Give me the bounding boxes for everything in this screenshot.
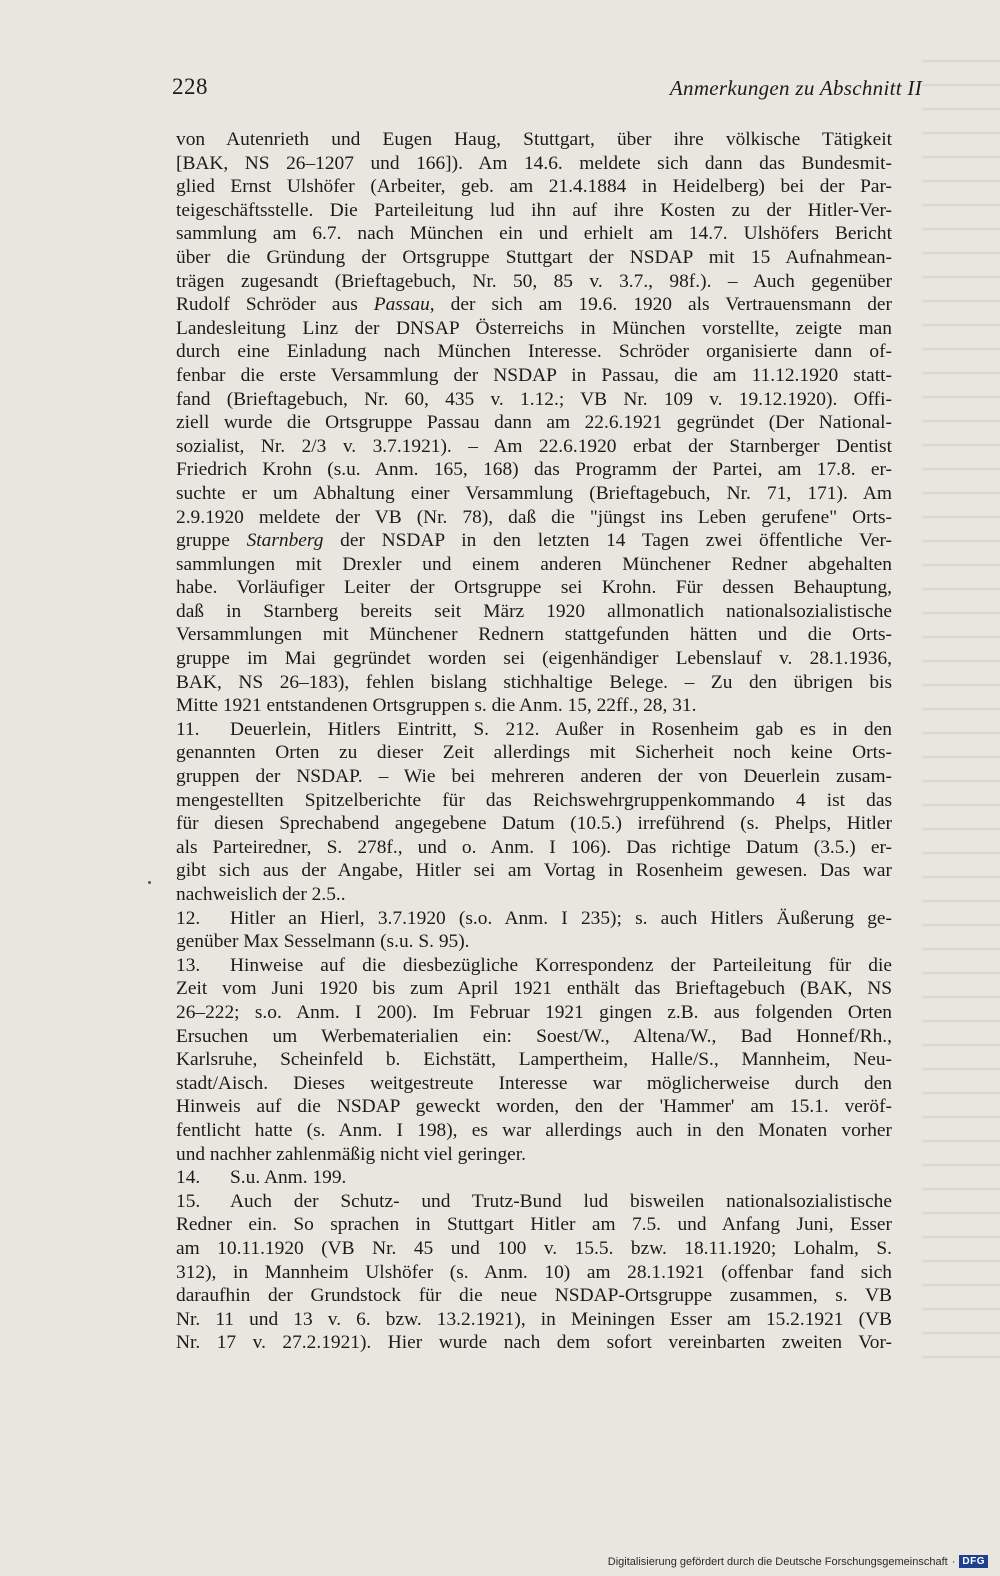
line-text: Ersuchen um Werbematerialien ein: Soest/W., Altena/W., Bad Honnef/Rh.,	[176, 1025, 892, 1047]
line-text: für diesen Sprechabend angegebene Datum (10.5.) irreführend (s. Phelps, Hitler	[176, 813, 892, 835]
text-line	[176, 553, 892, 577]
text-line	[176, 859, 892, 883]
note-start-line	[176, 718, 892, 742]
line-text: gruppen der NSDAP. – Wie bei mehreren anderen der von Deuerlein zusam-	[176, 766, 892, 788]
text-line	[176, 364, 892, 388]
text-line	[176, 741, 892, 765]
line-text: Versammlungen mit Münchener Rednern stattgefunden hätten und die Orts-	[176, 624, 892, 646]
text-line	[176, 765, 892, 789]
line-text: 2.9.1920 meldete der VB (Nr. 78), daß die "jüngst ins Leben gerufene" Orts-	[176, 506, 892, 528]
note-start-line	[176, 907, 892, 931]
line-text: Deuerlein, Hitlers Eintritt, S. 212. Außer in Rosenheim gab es in den	[230, 718, 892, 740]
line-text: glied Ernst Ulshöfer (Arbeiter, geb. am 21.4.1884 in Heidelberg) bei der Par-	[176, 176, 892, 198]
text-line	[176, 694, 892, 718]
line-text: sozialist, Nr. 2/3 v. 3.7.1921). – Am 22.6.1920 erbat der Starnberger Dentist	[176, 435, 892, 457]
line-text: über die Gründung der Ortsgruppe Stuttgart der NSDAP mit 15 Aufnahmean-	[176, 246, 892, 268]
note-number: 11.	[176, 718, 200, 740]
line-text: gibt sich aus der Angabe, Hitler sei am Vortag in Rosenheim gewesen. Das war	[176, 860, 892, 882]
text-line	[176, 1095, 892, 1119]
line-text: Nr. 17 v. 27.2.1921). Hier wurde nach dem sofort vereinbarten zweiten Vor-	[176, 1332, 892, 1354]
line-text: als Parteiredner, S. 278f., und o. Anm. I 106). Das richtige Datum (3.5.) er-	[176, 836, 892, 858]
text-line	[176, 1119, 892, 1143]
note-start-line	[176, 1190, 892, 1214]
digitization-credit: Digitalisierung gefördert durch die Deutsche Forschungsgemeinschaft · DFG	[608, 1555, 988, 1568]
text-line	[176, 411, 892, 435]
notes-body	[176, 128, 892, 1355]
line-text: teigeschäftsstelle. Die Parteileitung lud ihn auf ihre Kosten zu der Hitler-Ver-	[176, 199, 892, 221]
line-text: mengestellten Spitzelberichte für das Reichswehrgruppenkommando 4 ist das	[176, 789, 892, 811]
line-text: S.u. Anm. 199.	[230, 1167, 347, 1189]
text-line	[176, 1072, 892, 1096]
text-line	[176, 1284, 892, 1308]
text-line	[176, 789, 892, 813]
line-text: [BAK, NS 26–1207 und 166]). Am 14.6. meldete sich dann das Bundesmit-	[176, 152, 892, 174]
text-line	[176, 671, 892, 695]
line-text: suchte er um Abhaltung einer Versammlung (Brieftagebuch, Nr. 71, 171). Am	[176, 482, 892, 504]
line-text: Redner ein. So sprachen in Stuttgart Hitler am 7.5. und Anfang Juni, Esser	[176, 1214, 892, 1236]
text-line	[176, 1213, 892, 1237]
line-text: fentlicht hatte (s. Anm. I 198), es war allerdings auch in den Monaten vorher	[176, 1119, 892, 1141]
text-line	[176, 1048, 892, 1072]
line-text: BAK, NS 26–183), fehlen bislang stichhaltige Belege. – Zu den übrigen bis	[176, 671, 892, 693]
line-text: sammlung am 6.7. nach München ein und erhielt am 14.7. Ulshöfers Bericht	[176, 223, 892, 245]
text-line	[176, 270, 892, 294]
facing-page-bleed	[922, 60, 1000, 1360]
line-text: durch eine Einladung nach München Interesse. Schröder organisierte dann of-	[176, 341, 892, 363]
text-line	[176, 340, 892, 364]
text-line	[176, 293, 892, 317]
line-text: am 10.11.1920 (VB Nr. 45 und 100 v. 15.5. bzw. 18.11.1920; Lohalm, S.	[176, 1237, 892, 1259]
text-line	[176, 647, 892, 671]
line-text: gruppe Starnberg der NSDAP in den letzten 14 Tagen zwei öffentliche Ver-	[176, 530, 892, 552]
note-number: 14.	[176, 1167, 201, 1189]
text-line	[176, 1237, 892, 1261]
text-line	[176, 458, 892, 482]
note-start-line	[176, 1166, 892, 1190]
line-text: Friedrich Krohn (s.u. Anm. 165, 168) das Programm der Partei, am 17.8. er-	[176, 459, 892, 481]
line-text: stadt/Aisch. Dieses weitgestreute Interesse war möglicherweise durch den	[176, 1072, 892, 1094]
line-text: Landesleitung Linz der DNSAP Österreichs in München vorstellte, zeigte man	[176, 317, 892, 339]
text-line	[176, 506, 892, 530]
line-text: von Autenrieth und Eugen Haug, Stuttgart, über ihre völkische Tätigkeit	[176, 129, 892, 150]
line-text: Zeit vom Juni 1920 bis zum April 1921 enthält das Brieftagebuch (BAK, NS	[176, 978, 892, 1000]
line-text: ziell wurde die Ortsgruppe Passau dann am 22.6.1921 gegründet (Der National-	[176, 412, 892, 434]
text-line	[176, 623, 892, 647]
text-line	[176, 222, 892, 246]
credit-text: Digitalisierung gefördert durch die Deutsche Forschungsgemeinschaft	[607, 1555, 948, 1568]
text-line	[176, 883, 892, 907]
note-number: 15.	[176, 1190, 201, 1212]
text-line	[176, 152, 892, 176]
note-number: 12.	[176, 907, 201, 929]
line-text: 26–222; s.o. Anm. I 200). Im Februar 1921 gingen z.B. aus folgenden Orten	[176, 1001, 892, 1023]
line-text: daß in Starnberg bereits seit März 1920 allmonatlich nationalsozialistische	[176, 600, 892, 622]
text-line	[176, 600, 892, 624]
text-line	[176, 388, 892, 412]
text-line	[176, 529, 892, 553]
text-line	[176, 128, 892, 152]
line-text: genannten Orten zu dieser Zeit allerdings mit Sicherheit noch keine Orts-	[176, 742, 892, 764]
text-line	[176, 977, 892, 1001]
line-text: Auch der Schutz- und Trutz-Bund lud bisweilen nationalsozialistische	[230, 1190, 892, 1212]
line-text: Hinweis auf die NSDAP geweckt worden, den der 'Hammer' am 15.1. veröf-	[176, 1096, 892, 1118]
text-line	[176, 576, 892, 600]
text-line	[176, 435, 892, 459]
line-text: gruppe im Mai gegründet worden sei (eigenhändiger Lebenslauf v. 28.1.1936,	[176, 648, 892, 670]
scan-speck	[148, 881, 151, 884]
page-header	[172, 74, 922, 104]
line-text: und nachher zahlenmäßig nicht viel geringer.	[176, 1143, 526, 1165]
text-line	[176, 1001, 892, 1025]
text-line	[176, 1025, 892, 1049]
line-text: sammlungen mit Drexler und einem anderen Münchener Redner abgehalten	[176, 553, 892, 575]
line-text: Karlsruhe, Scheinfeld b. Eichstätt, Lampertheim, Halle/S., Mannheim, Neu-	[176, 1049, 892, 1071]
running-head: Anmerkungen zu Abschnitt II	[669, 76, 922, 100]
line-text: Nr. 11 und 13 v. 6. bzw. 13.2.1921), in Meiningen Esser am 15.2.1921 (VB	[176, 1308, 892, 1330]
line-text: fenbar die erste Versammlung der NSDAP in Passau, die am 11.12.1920 statt-	[176, 364, 892, 386]
line-text: daraufhin der Grundstock für die neue NSDAP-Ortsgruppe zusammen, s. VB	[176, 1285, 892, 1307]
text-line	[176, 812, 892, 836]
line-text: Mitte 1921 entstandenen Ortsgruppen s. die Anm. 15, 22ff., 28, 31.	[176, 695, 697, 717]
line-text: genüber Max Sesselmann (s.u. S. 95).	[176, 931, 470, 953]
text-line	[176, 836, 892, 860]
page-number: 228	[172, 74, 208, 99]
line-text: habe. Vorläufiger Leiter der Ortsgruppe sei Krohn. Für dessen Behauptung,	[176, 577, 892, 599]
text-line	[176, 1261, 892, 1285]
line-text: Rudolf Schröder aus Passau, der sich am 19.6. 1920 als Vertrauensmann der	[176, 294, 892, 316]
text-line	[176, 1143, 892, 1167]
line-text: Hitler an Hierl, 3.7.1920 (s.o. Anm. I 235); s. auch Hitlers Äußerung ge-	[230, 907, 892, 929]
text-line	[176, 482, 892, 506]
line-text: 312), in Mannheim Ulshöfer (s. Anm. 10) am 28.1.1921 (offenbar fand sich	[176, 1261, 892, 1283]
text-line	[176, 1331, 892, 1355]
text-line	[176, 246, 892, 270]
text-line	[176, 317, 892, 341]
dfg-logo-icon: DFG	[959, 1555, 988, 1568]
text-line	[176, 930, 892, 954]
text-line	[176, 175, 892, 199]
note-number: 13.	[176, 954, 201, 976]
line-text: fand (Brieftagebuch, Nr. 60, 435 v. 1.12.; VB Nr. 109 v. 19.12.1920). Offi-	[176, 388, 892, 410]
text-line	[176, 1308, 892, 1332]
line-text: trägen zugesandt (Brieftagebuch, Nr. 50, 85 v. 3.7., 98f.). – Auch gegenüber	[176, 270, 892, 292]
line-text: Hinweise auf die diesbezügliche Korrespondenz der Parteileitung für die	[230, 954, 892, 976]
text-line	[176, 199, 892, 223]
note-start-line	[176, 954, 892, 978]
line-text: nachweislich der 2.5..	[176, 884, 346, 905]
